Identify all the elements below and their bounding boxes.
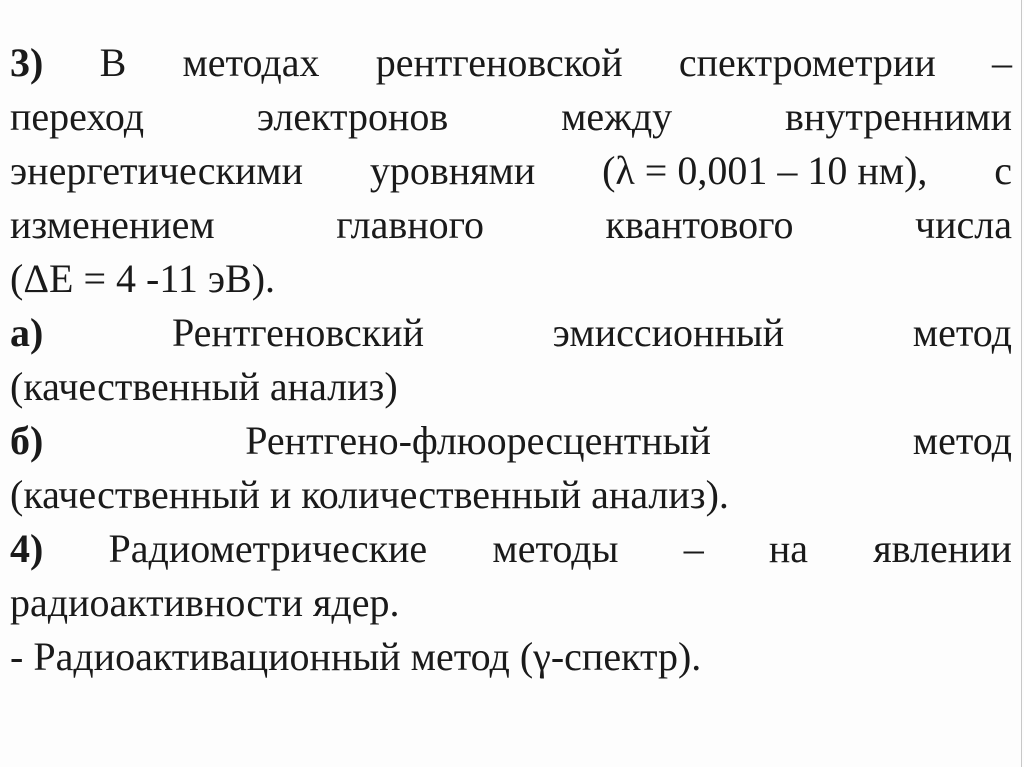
text-line-8 <box>10 414 1012 468</box>
text-line-6 <box>10 306 1012 360</box>
item-marker-3: 3) <box>10 40 44 85</box>
word: методы <box>492 526 619 571</box>
word: спектрометрии <box>678 40 936 85</box>
word: квантового <box>605 202 794 247</box>
word: переход <box>10 94 145 139</box>
word: – <box>683 526 704 571</box>
wavelength-range: (λ = 0,001 – 10 нм), <box>602 148 928 193</box>
text-line-11 <box>10 576 1012 630</box>
text-line-9 <box>10 468 1012 522</box>
item-marker-a: а) <box>10 310 44 355</box>
word: главного <box>336 202 485 247</box>
word: между <box>561 94 673 139</box>
word: Рентгеновский <box>171 310 424 355</box>
text-line-5 <box>10 252 1012 306</box>
item-b-detail: (качественный и количественный анализ). <box>10 472 729 517</box>
text-line-7 <box>10 360 1012 414</box>
text-line-10 <box>10 522 1012 576</box>
paragraph-4-detail: радиоактивности ядер. <box>10 580 400 625</box>
word: Рентгено-флюоресцентный <box>245 418 711 463</box>
item-a-detail: (качественный анализ) <box>10 364 398 409</box>
bullet-item: - Радиоактивационный метод (γ-спектр). <box>10 634 702 679</box>
word: рентгеновской <box>375 40 623 85</box>
word: эмиссионный <box>552 310 785 355</box>
item-marker-b: б) <box>10 418 44 463</box>
word: с <box>994 148 1012 193</box>
word: явлении <box>873 526 1012 571</box>
word: энергетическими <box>10 148 304 193</box>
word: числа <box>914 202 1012 247</box>
item-marker-4: 4) <box>10 526 44 571</box>
text-line-2 <box>10 90 1012 144</box>
word: изменением <box>10 202 215 247</box>
text-line-3 <box>10 144 1012 198</box>
word: уровнями <box>369 148 536 193</box>
word: В <box>99 40 127 85</box>
edge-divider <box>1021 0 1022 767</box>
word: на <box>768 526 809 571</box>
text-line-1 <box>10 36 1012 90</box>
word: метод <box>912 310 1012 355</box>
word: электронов <box>256 94 449 139</box>
word: внутренними <box>785 94 1012 139</box>
text-line-12 <box>10 630 1012 684</box>
text-line-4 <box>10 198 1012 252</box>
energy-range: (ΔЕ = 4 -11 эВ). <box>10 256 276 301</box>
word: методах <box>182 40 320 85</box>
word: – <box>991 40 1012 85</box>
word: Радиометрические <box>108 526 428 571</box>
word: метод <box>912 418 1012 463</box>
